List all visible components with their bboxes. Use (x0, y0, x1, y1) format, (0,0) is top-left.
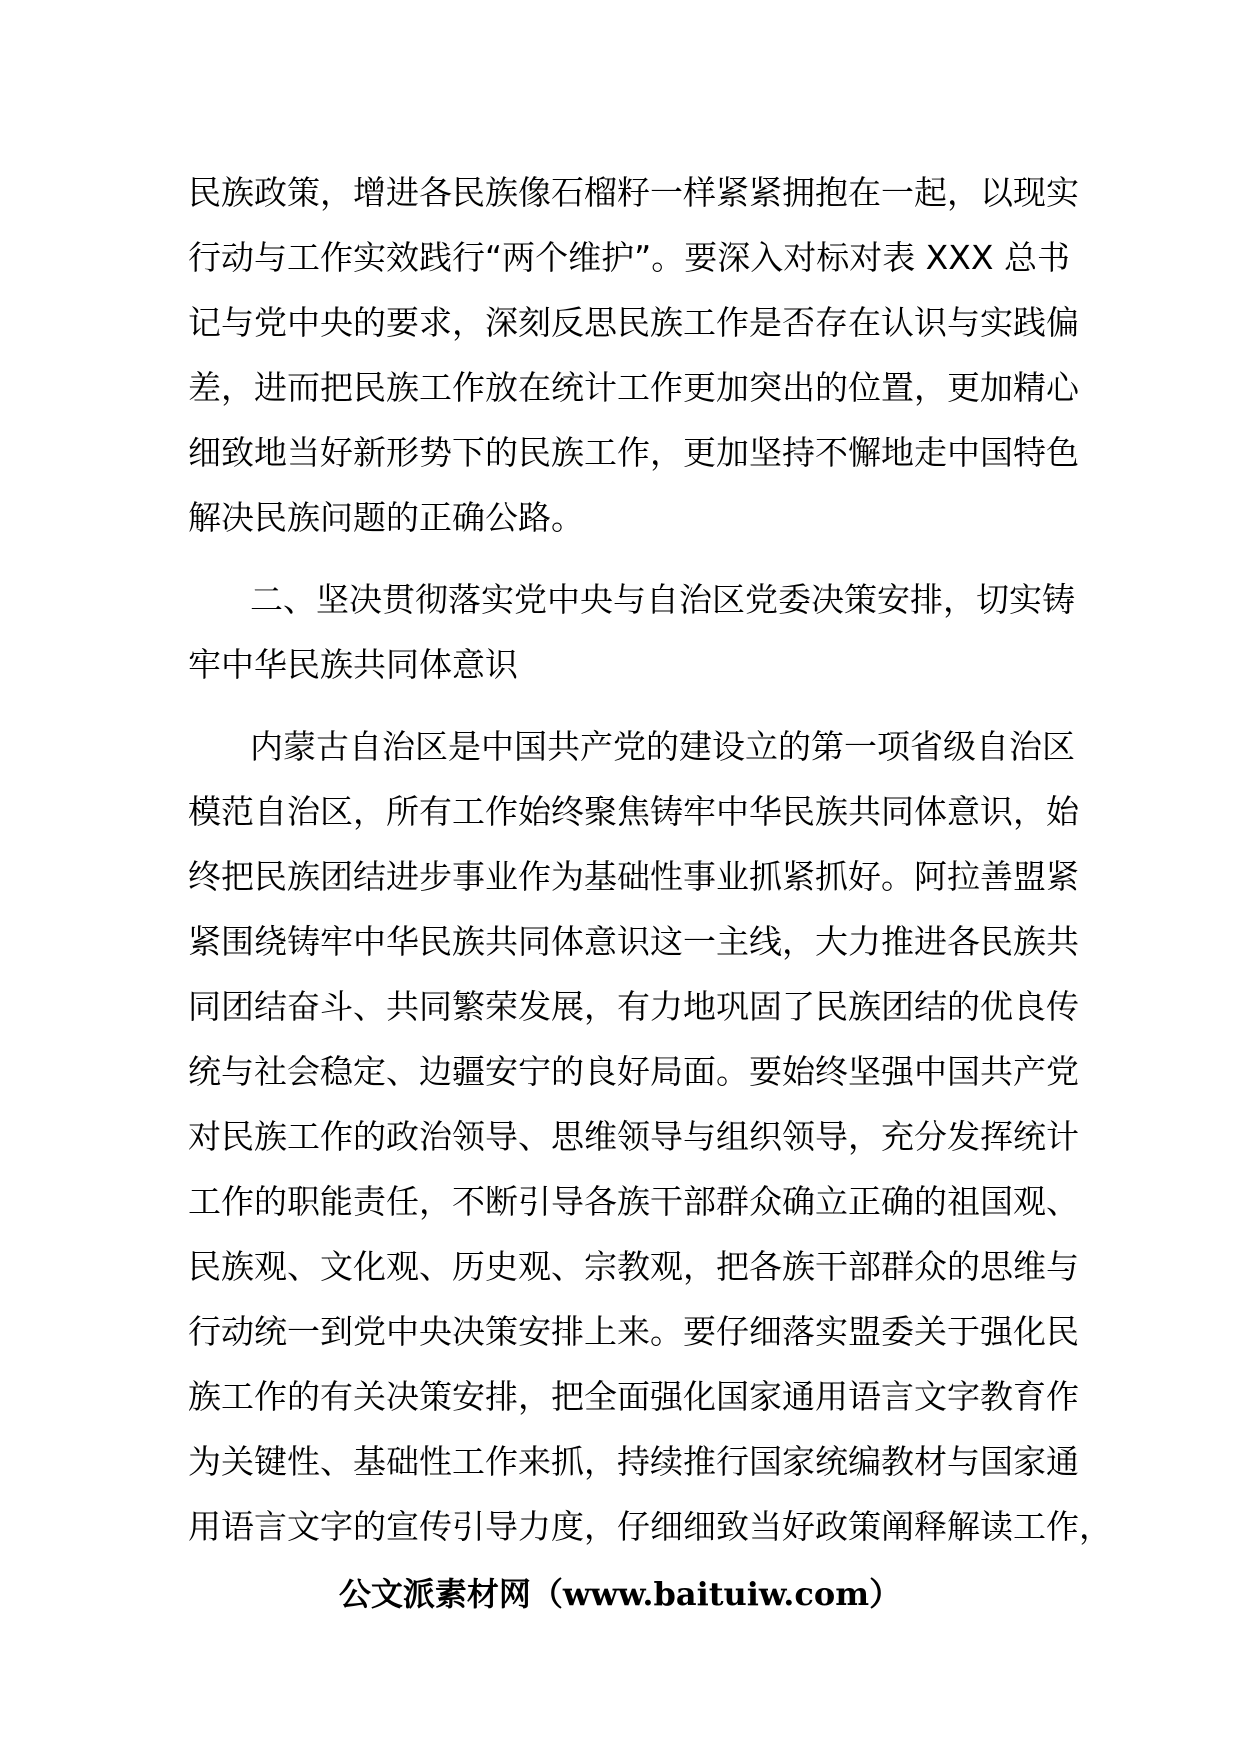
text-line: 终把民族团结进步事业作为基础性事业抓紧抓好。阿拉善盟紧 (188, 857, 1079, 896)
text-line: 内蒙古自治区是中国共产党的建设立的第一项省级自治区 (250, 727, 1075, 766)
paragraph-gap (188, 697, 1058, 714)
text-line: 民族政策，增进各民族像石榴籽一样紧紧拥抱在一起，以现实 (188, 173, 1079, 212)
text-line: 记与党中央的要求，深刻反思民族工作是否存在认识与实践偏 (188, 303, 1079, 342)
body-text (188, 160, 1112, 1559)
text-line: 为关键性、基础性工作来抓，持续推行国家统编教材与国家通 (188, 1442, 1079, 1481)
text-line: 民族观、文化观、历史观、宗教观，把各族干部群众的思维与 (188, 1247, 1079, 1286)
text-line: 细致地当好新形势下的民族工作，更加坚持不懈地走中国特色 (188, 433, 1079, 472)
text-line: 模范自治区，所有工作始终聚焦铸牢中华民族共同体意识，始 (188, 792, 1079, 831)
text-line: 行动与工作实效践行“两个维护”。要深入对标对表 XXX 总书 (188, 238, 1070, 277)
text-line: 工作的职能责任，不断引导各族干部群众确立正确的祖国观、 (188, 1182, 1079, 1221)
text-line: 解决民族问题的正确公路。 (188, 498, 584, 537)
section-heading-line: 牢中华民族共同体意识 (188, 645, 518, 684)
text-line: 用语言文字的宣传引导力度，仔细细致当好政策阐释解读工作， (188, 1507, 1112, 1546)
text-line: 行动统一到党中央决策安排上来。要仔细落实盟委关于强化民 (188, 1312, 1079, 1351)
section-heading-line: 二、坚决贯彻落实党中央与自治区党委决策安排，切实铸 (250, 580, 1075, 619)
text-line: 同团结奋斗、共同繁荣发展，有力地巩固了民族团结的优良传 (188, 987, 1079, 1026)
page-footer: 公文派素材网（www.baituiw.com） (338, 1575, 902, 1613)
text-line: 对民族工作的政治领导、思维领导与组织领导，充分发挥统计 (188, 1117, 1079, 1156)
text-line: 族工作的有关决策安排，把全面强化国家通用语言文字教育作 (188, 1377, 1079, 1416)
text-line: 差，进而把民族工作放在统计工作更加突出的位置，更加精心 (188, 368, 1079, 407)
text-line: 统与社会稳定、边疆安宁的良好局面。要始终坚强中国共产党 (188, 1052, 1079, 1091)
text-line: 紧围绕铸牢中华民族共同体意识这一主线，大力推进各民族共 (188, 922, 1079, 961)
paragraph-gap (188, 550, 1058, 567)
